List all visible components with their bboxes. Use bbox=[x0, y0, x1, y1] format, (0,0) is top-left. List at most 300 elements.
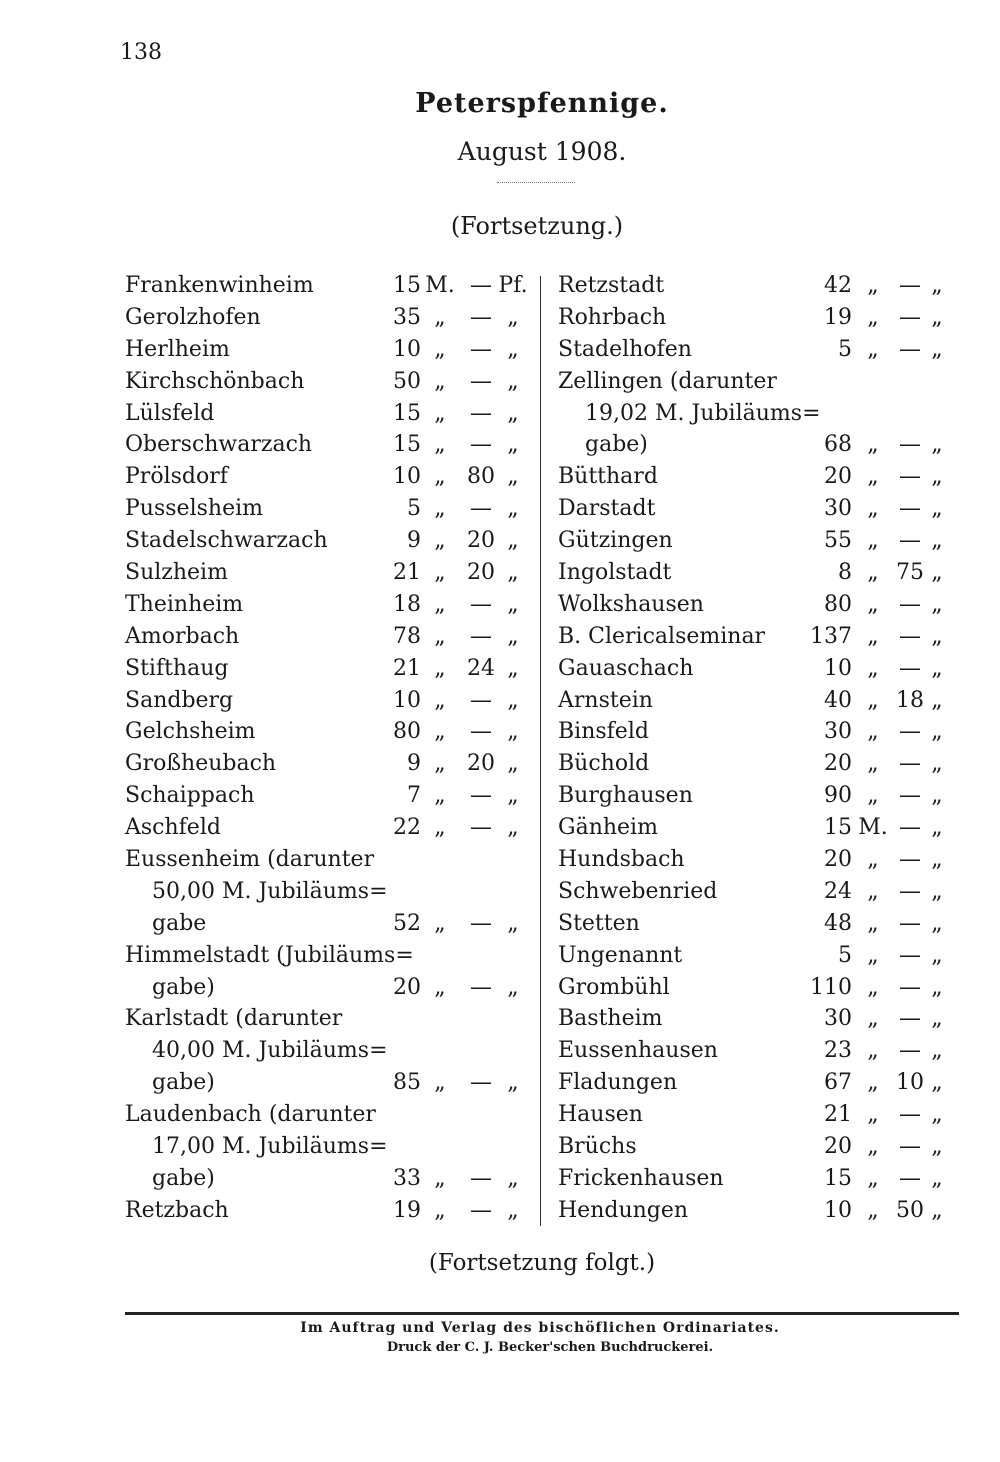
place-name: Himmelstadt (Jubiläums= bbox=[125, 942, 414, 968]
unit-marks: „ bbox=[434, 591, 446, 617]
amount-pfennig: 75 bbox=[896, 560, 924, 586]
table-row bbox=[558, 621, 950, 653]
column-divider bbox=[540, 276, 541, 1226]
table-row bbox=[558, 270, 950, 302]
table-row bbox=[125, 1067, 530, 1099]
amount-pfennig: — bbox=[899, 974, 921, 1000]
amount-pfennig: 20 bbox=[467, 560, 495, 586]
table-row bbox=[558, 876, 950, 908]
amount-pfennig: — bbox=[470, 815, 492, 841]
amount-marks: 35 bbox=[393, 304, 421, 330]
place-name: Oberschwarzach bbox=[125, 432, 313, 458]
place-name: 40,00 M. Jubiläums= bbox=[152, 1038, 388, 1064]
page-subtitle: August 1908. bbox=[457, 137, 627, 166]
place-name: Grombühl bbox=[558, 974, 670, 1000]
amount-pfennig: — bbox=[899, 336, 921, 362]
place-name: Hausen bbox=[558, 1102, 643, 1128]
table-row bbox=[125, 557, 530, 589]
imprint-line-1: Im Auftrag und Verlag des bischöflichen Ordinariates. bbox=[300, 1320, 780, 1336]
unit-marks: „ bbox=[434, 719, 446, 745]
unit-pfennig: „ bbox=[931, 942, 943, 968]
unit-pfennig: „ bbox=[507, 783, 519, 809]
table-row bbox=[558, 1195, 950, 1227]
amount-pfennig: — bbox=[899, 432, 921, 458]
place-name: Hundsbach bbox=[558, 847, 685, 873]
amount-pfennig: — bbox=[470, 623, 492, 649]
unit-marks: „ bbox=[434, 1165, 446, 1191]
unit-marks: „ bbox=[434, 623, 446, 649]
amount-pfennig: — bbox=[470, 910, 492, 936]
table-row bbox=[125, 780, 530, 812]
amount-marks: 24 bbox=[824, 878, 852, 904]
unit-pfennig: „ bbox=[507, 910, 519, 936]
table-row bbox=[558, 493, 950, 525]
right-column bbox=[558, 270, 950, 1227]
unit-marks: „ bbox=[434, 400, 446, 426]
amount-pfennig: — bbox=[899, 1038, 921, 1064]
amount-marks: 23 bbox=[824, 1038, 852, 1064]
unit-pfennig: „ bbox=[931, 687, 943, 713]
amount-pfennig: — bbox=[899, 273, 921, 298]
place-name: Bütthard bbox=[558, 464, 658, 490]
table-row bbox=[125, 366, 530, 398]
table-row bbox=[558, 908, 950, 940]
table-row bbox=[558, 1067, 950, 1099]
unit-pfennig: „ bbox=[931, 847, 943, 873]
amount-marks: 55 bbox=[824, 528, 852, 554]
table-row bbox=[558, 653, 950, 685]
place-name: Lülsfeld bbox=[125, 400, 215, 426]
amount-pfennig: — bbox=[899, 751, 921, 777]
amount-pfennig: 24 bbox=[467, 655, 495, 681]
amount-pfennig: — bbox=[899, 304, 921, 330]
place-name: Theinheim bbox=[125, 591, 244, 617]
amount-pfennig: — bbox=[470, 1070, 492, 1096]
amount-marks: 68 bbox=[824, 432, 852, 458]
place-name: Sulzheim bbox=[125, 560, 228, 586]
unit-marks: „ bbox=[434, 304, 446, 330]
table-row bbox=[125, 748, 530, 780]
continued-note: (Fortsetzung.) bbox=[450, 212, 624, 240]
unit-marks: „ bbox=[434, 1070, 446, 1096]
unit-marks: „ bbox=[434, 496, 446, 522]
place-name: Schwebenried bbox=[558, 878, 718, 904]
place-name: Eussenhausen bbox=[558, 1038, 718, 1064]
table-row bbox=[558, 366, 950, 398]
table-row bbox=[125, 940, 530, 972]
unit-marks: „ bbox=[867, 1134, 879, 1160]
amount-marks: 30 bbox=[824, 1006, 852, 1032]
amount-marks: 10 bbox=[824, 655, 852, 681]
unit-pfennig: „ bbox=[507, 974, 519, 1000]
amount-pfennig: — bbox=[899, 1134, 921, 1160]
table-row bbox=[558, 525, 950, 557]
amount-marks: 78 bbox=[393, 623, 421, 649]
amount-marks: 8 bbox=[838, 560, 852, 586]
footer-rule bbox=[125, 1312, 959, 1315]
unit-marks: „ bbox=[867, 560, 879, 586]
amount-marks: 9 bbox=[407, 751, 421, 777]
amount-pfennig: — bbox=[470, 496, 492, 522]
amount-marks: 9 bbox=[407, 528, 421, 554]
place-name: Gerolzhofen bbox=[125, 304, 261, 330]
table-row bbox=[125, 525, 530, 557]
unit-pfennig: „ bbox=[507, 1070, 519, 1096]
amount-marks: 20 bbox=[393, 974, 421, 1000]
place-name: Großheubach bbox=[125, 751, 277, 777]
amount-marks: 50 bbox=[393, 368, 421, 394]
amount-marks: 137 bbox=[810, 623, 852, 649]
place-name: Schaippach bbox=[125, 783, 255, 809]
amount-pfennig: — bbox=[470, 400, 492, 426]
unit-marks: „ bbox=[867, 496, 879, 522]
table-row bbox=[558, 334, 950, 366]
unit-marks: „ bbox=[867, 655, 879, 681]
amount-marks: 20 bbox=[824, 751, 852, 777]
amount-marks: 10 bbox=[824, 1197, 852, 1223]
unit-marks: „ bbox=[867, 1197, 879, 1223]
amount-pfennig: — bbox=[470, 783, 492, 809]
unit-pfennig: „ bbox=[507, 1165, 519, 1191]
unit-pfennig: „ bbox=[931, 719, 943, 745]
amount-marks: 10 bbox=[393, 464, 421, 490]
place-name: Ungenannt bbox=[558, 942, 683, 968]
place-name: Aschfeld bbox=[125, 815, 221, 841]
place-name: Gelchsheim bbox=[125, 719, 256, 745]
place-name: Brüchs bbox=[558, 1134, 637, 1160]
unit-pfennig: „ bbox=[931, 623, 943, 649]
table-row bbox=[125, 653, 530, 685]
table-row bbox=[558, 940, 950, 972]
unit-marks: „ bbox=[434, 464, 446, 490]
amount-pfennig: — bbox=[470, 432, 492, 458]
place-name: Prölsdorf bbox=[125, 464, 228, 490]
unit-marks: „ bbox=[434, 432, 446, 458]
unit-pfennig: „ bbox=[507, 496, 519, 522]
amount-marks: 10 bbox=[393, 687, 421, 713]
unit-pfennig: „ bbox=[931, 591, 943, 617]
amount-pfennig: — bbox=[899, 1006, 921, 1032]
amount-pfennig: — bbox=[470, 368, 492, 394]
place-name: gabe) bbox=[585, 432, 648, 458]
amount-pfennig: — bbox=[899, 591, 921, 617]
unit-pfennig: „ bbox=[507, 591, 519, 617]
place-name: 19,02 M. Jubiläums= bbox=[585, 400, 821, 426]
table-row bbox=[125, 398, 530, 430]
table-row bbox=[125, 461, 530, 493]
place-name: B. Clericalseminar bbox=[558, 623, 766, 649]
amount-marks: 22 bbox=[393, 815, 421, 841]
unit-pfennig: „ bbox=[507, 1197, 519, 1223]
amount-pfennig: — bbox=[470, 974, 492, 1000]
amount-marks: 20 bbox=[824, 847, 852, 873]
amount-marks: 85 bbox=[393, 1070, 421, 1096]
table-row bbox=[125, 876, 530, 908]
amount-marks: 20 bbox=[824, 464, 852, 490]
table-row bbox=[558, 302, 950, 334]
unit-pfennig: „ bbox=[507, 464, 519, 490]
place-name: Büchold bbox=[558, 751, 650, 777]
unit-marks: „ bbox=[434, 910, 446, 936]
unit-marks: „ bbox=[434, 687, 446, 713]
page-title: Peterspfennige. bbox=[415, 88, 669, 119]
amount-pfennig: 80 bbox=[467, 464, 495, 490]
amount-pfennig: — bbox=[470, 687, 492, 713]
place-name: 17,00 M. Jubiläums= bbox=[152, 1134, 388, 1160]
table-row bbox=[558, 716, 950, 748]
place-name: Gauaschach bbox=[558, 655, 694, 681]
unit-pfennig: „ bbox=[931, 910, 943, 936]
table-row bbox=[125, 493, 530, 525]
place-name: Laudenbach (darunter bbox=[125, 1102, 376, 1128]
table-row bbox=[558, 461, 950, 493]
unit-pfennig: „ bbox=[931, 464, 943, 490]
place-name: Retzbach bbox=[125, 1197, 229, 1223]
amount-marks: 15 bbox=[393, 432, 421, 458]
unit-marks: „ bbox=[434, 815, 446, 841]
amount-marks: 110 bbox=[810, 974, 852, 1000]
dotted-separator bbox=[497, 182, 575, 183]
amount-pfennig: — bbox=[899, 719, 921, 745]
place-name: Zellingen (darunter bbox=[558, 368, 777, 394]
unit-pfennig: „ bbox=[507, 560, 519, 586]
amount-pfennig: — bbox=[899, 783, 921, 809]
amount-marks: 19 bbox=[824, 304, 852, 330]
unit-marks: „ bbox=[867, 304, 879, 330]
place-name: Herlheim bbox=[125, 336, 230, 362]
amount-pfennig: — bbox=[899, 528, 921, 554]
amount-pfennig: — bbox=[899, 942, 921, 968]
unit-pfennig: Pf. bbox=[498, 273, 528, 298]
place-name: Stadelschwarzach bbox=[125, 528, 328, 554]
amount-pfennig: — bbox=[899, 847, 921, 873]
unit-marks: „ bbox=[434, 336, 446, 362]
unit-marks: „ bbox=[867, 751, 879, 777]
unit-pfennig: „ bbox=[931, 1134, 943, 1160]
amount-marks: 19 bbox=[393, 1197, 421, 1223]
imprint-line-2: Druck der C. J. Becker'schen Buchdruckerei. bbox=[386, 1340, 714, 1355]
place-name: Amorbach bbox=[125, 623, 240, 649]
unit-marks: „ bbox=[434, 560, 446, 586]
unit-marks: „ bbox=[867, 464, 879, 490]
table-row bbox=[125, 302, 530, 334]
place-name: Sandberg bbox=[125, 687, 234, 713]
place-name: Retzstadt bbox=[558, 273, 665, 298]
table-row bbox=[125, 844, 530, 876]
place-name: Pusselsheim bbox=[125, 496, 263, 522]
amount-marks: 5 bbox=[838, 336, 852, 362]
table-row bbox=[558, 844, 950, 876]
amount-pfennig: — bbox=[899, 655, 921, 681]
place-name: Gänheim bbox=[558, 815, 658, 841]
table-row bbox=[125, 270, 530, 302]
amount-pfennig: — bbox=[899, 496, 921, 522]
place-name: Stifthaug bbox=[125, 655, 229, 681]
unit-pfennig: „ bbox=[507, 336, 519, 362]
unit-pfennig: „ bbox=[931, 496, 943, 522]
amount-pfennig: 20 bbox=[467, 751, 495, 777]
table-row bbox=[125, 621, 530, 653]
unit-pfennig: „ bbox=[507, 751, 519, 777]
unit-marks: „ bbox=[867, 687, 879, 713]
unit-marks: „ bbox=[867, 719, 879, 745]
place-name: Gützingen bbox=[558, 528, 673, 554]
table-row bbox=[125, 972, 530, 1004]
unit-marks: „ bbox=[867, 910, 879, 936]
amount-pfennig: — bbox=[899, 464, 921, 490]
table-row bbox=[558, 748, 950, 780]
table-row bbox=[558, 1035, 950, 1067]
amount-pfennig: — bbox=[899, 878, 921, 904]
place-name: Frickenhausen bbox=[558, 1165, 724, 1191]
unit-marks: „ bbox=[867, 432, 879, 458]
place-name: Darstadt bbox=[558, 496, 656, 522]
unit-marks: „ bbox=[434, 974, 446, 1000]
unit-marks: „ bbox=[867, 847, 879, 873]
page-number: 138 bbox=[120, 40, 162, 65]
amount-marks: 80 bbox=[824, 591, 852, 617]
place-name: Wolkshausen bbox=[558, 591, 704, 617]
unit-pfennig: „ bbox=[507, 687, 519, 713]
unit-pfennig: „ bbox=[507, 815, 519, 841]
unit-pfennig: „ bbox=[507, 623, 519, 649]
place-name: gabe) bbox=[152, 974, 215, 1000]
unit-pfennig: „ bbox=[931, 1197, 943, 1223]
unit-pfennig: „ bbox=[931, 304, 943, 330]
amount-pfennig: 20 bbox=[467, 528, 495, 554]
unit-marks: „ bbox=[867, 623, 879, 649]
amount-pfennig: — bbox=[470, 591, 492, 617]
unit-marks: „ bbox=[434, 751, 446, 777]
amount-marks: 33 bbox=[393, 1165, 421, 1191]
unit-pfennig: „ bbox=[507, 655, 519, 681]
amount-marks: 52 bbox=[393, 910, 421, 936]
place-name: Burghausen bbox=[558, 783, 693, 809]
unit-pfennig: „ bbox=[931, 655, 943, 681]
unit-marks: „ bbox=[867, 878, 879, 904]
amount-marks: 15 bbox=[824, 1165, 852, 1191]
unit-pfennig: „ bbox=[931, 751, 943, 777]
table-row bbox=[558, 1099, 950, 1131]
unit-pfennig: „ bbox=[931, 336, 943, 362]
amount-marks: 67 bbox=[824, 1070, 852, 1096]
place-name: Hendungen bbox=[558, 1197, 689, 1223]
table-row bbox=[125, 1003, 530, 1035]
unit-pfennig: „ bbox=[931, 1070, 943, 1096]
unit-pfennig: „ bbox=[931, 974, 943, 1000]
place-name: gabe bbox=[152, 910, 207, 936]
amount-pfennig: — bbox=[470, 273, 492, 298]
place-name: Bastheim bbox=[558, 1006, 663, 1032]
place-name: Ingolstadt bbox=[558, 560, 672, 586]
place-name: 50,00 M. Jubiläums= bbox=[152, 878, 388, 904]
place-name: Kirchschönbach bbox=[125, 368, 305, 394]
amount-pfennig: — bbox=[470, 304, 492, 330]
unit-pfennig: „ bbox=[931, 528, 943, 554]
table-row bbox=[125, 334, 530, 366]
unit-marks: M. bbox=[858, 815, 888, 841]
unit-marks: „ bbox=[867, 1070, 879, 1096]
amount-pfennig: — bbox=[899, 910, 921, 936]
table-row bbox=[558, 589, 950, 621]
table-row bbox=[125, 1195, 530, 1227]
amount-marks: 20 bbox=[824, 1134, 852, 1160]
place-name: Rohrbach bbox=[558, 304, 667, 330]
place-name: gabe) bbox=[152, 1070, 215, 1096]
unit-pfennig: „ bbox=[931, 1006, 943, 1032]
place-name: Stetten bbox=[558, 910, 640, 936]
amount-marks: 10 bbox=[393, 336, 421, 362]
amount-pfennig: — bbox=[470, 336, 492, 362]
place-name: Frankenwinheim bbox=[125, 273, 314, 298]
table-row bbox=[125, 812, 530, 844]
amount-pfennig: — bbox=[899, 1165, 921, 1191]
unit-marks: „ bbox=[867, 273, 879, 298]
amount-marks: 15 bbox=[393, 400, 421, 426]
table-row bbox=[558, 1163, 950, 1195]
unit-pfennig: „ bbox=[931, 1102, 943, 1128]
place-name: Arnstein bbox=[558, 687, 653, 713]
table-row bbox=[558, 1131, 950, 1163]
unit-marks: „ bbox=[434, 783, 446, 809]
table-row bbox=[558, 780, 950, 812]
unit-pfennig: „ bbox=[931, 273, 943, 298]
table-row bbox=[125, 716, 530, 748]
table-row bbox=[125, 1163, 530, 1195]
amount-marks: 15 bbox=[824, 815, 852, 841]
table-row bbox=[558, 557, 950, 589]
amount-pfennig: 50 bbox=[896, 1197, 924, 1223]
table-row bbox=[558, 972, 950, 1004]
left-column bbox=[125, 270, 530, 1227]
place-name: Fladungen bbox=[558, 1070, 678, 1096]
amount-marks: 7 bbox=[407, 783, 421, 809]
unit-marks: „ bbox=[867, 1165, 879, 1191]
amount-marks: 15 bbox=[393, 273, 421, 298]
amount-marks: 42 bbox=[824, 273, 852, 298]
table-row bbox=[125, 1099, 530, 1131]
unit-pfennig: „ bbox=[507, 719, 519, 745]
unit-marks: „ bbox=[867, 974, 879, 1000]
place-name: Karlstadt (darunter bbox=[125, 1006, 343, 1032]
amount-marks: 5 bbox=[838, 942, 852, 968]
table-row bbox=[125, 908, 530, 940]
unit-pfennig: „ bbox=[931, 783, 943, 809]
unit-marks: „ bbox=[434, 528, 446, 554]
amount-pfennig: — bbox=[470, 1197, 492, 1223]
unit-marks: „ bbox=[434, 1197, 446, 1223]
amount-marks: 40 bbox=[824, 687, 852, 713]
unit-pfennig: „ bbox=[931, 1038, 943, 1064]
table-row bbox=[558, 812, 950, 844]
unit-pfennig: „ bbox=[507, 368, 519, 394]
table-row bbox=[558, 685, 950, 717]
unit-pfennig: „ bbox=[507, 432, 519, 458]
unit-pfennig: „ bbox=[507, 400, 519, 426]
amount-pfennig: — bbox=[899, 623, 921, 649]
amount-marks: 5 bbox=[407, 496, 421, 522]
amount-pfennig: 18 bbox=[896, 687, 924, 713]
unit-marks: „ bbox=[434, 368, 446, 394]
place-name: Binsfeld bbox=[558, 719, 649, 745]
unit-pfennig: „ bbox=[931, 878, 943, 904]
unit-pfennig: „ bbox=[507, 304, 519, 330]
place-name: gabe) bbox=[152, 1165, 215, 1191]
table-row bbox=[558, 1003, 950, 1035]
amount-marks: 30 bbox=[824, 496, 852, 522]
unit-marks: „ bbox=[434, 655, 446, 681]
unit-pfennig: „ bbox=[931, 815, 943, 841]
